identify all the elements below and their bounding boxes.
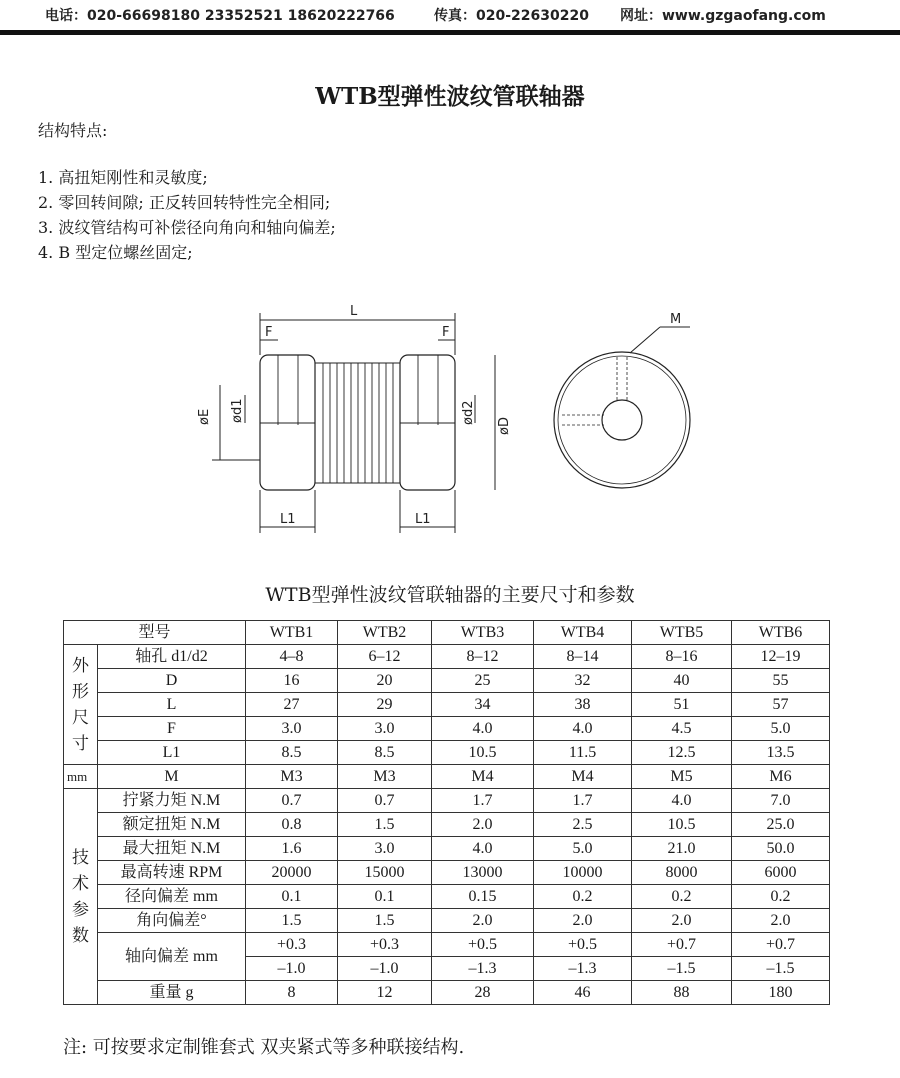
cell: 3.0 [338,837,432,861]
cell: 1.7 [432,789,534,813]
cell: 0.1 [338,885,432,909]
end-view-outer [554,352,690,488]
cell: 28 [432,981,534,1005]
cell: 11.5 [534,741,632,765]
cell: 4.0 [432,837,534,861]
row-label: 轴孔 d1/d2 [98,645,246,669]
dim-L: L [350,304,358,319]
cell: 2.0 [534,909,632,933]
cell: 1.5 [246,909,338,933]
features-heading: 结构特点: [38,121,108,140]
row-label: M [98,765,246,789]
spec-table [63,620,830,1005]
cell: 38 [534,693,632,717]
cell: 3.0 [246,717,338,741]
cell: 4.0 [632,789,732,813]
cell: 0.7 [338,789,432,813]
tech-group-label: 技术参数 [64,789,98,1005]
table-row [64,981,830,1005]
cell: 2.0 [432,813,534,837]
cell: 4–8 [246,645,338,669]
cell: 13.5 [732,741,830,765]
cell: 10.5 [432,741,534,765]
cell: M5 [632,765,732,789]
cell: 46 [534,981,632,1005]
cell: +0.5 [534,933,632,957]
cell: 8–16 [632,645,732,669]
model-cell: WTB2 [338,621,432,645]
table-row [64,669,830,693]
cell: 29 [338,693,432,717]
dim-unit: mm [64,765,98,789]
page-title: WTB型弹性波纹管联轴器 [315,83,585,110]
row-label: F [98,717,246,741]
dim-L1-right: L1 [415,512,431,527]
cell: 5.0 [534,837,632,861]
cell: 10.5 [632,813,732,837]
feature-item: 2. 零回转间隙; 正反转回转特性完全相同; [38,193,331,212]
end-view-screws [562,357,627,425]
dim-L1-left: L1 [280,512,296,527]
model-header: 型号 [64,621,246,645]
dim-d1: ød1 [230,398,245,423]
cell: 0.8 [246,813,338,837]
cell: 55 [732,669,830,693]
model-cell: WTB6 [732,621,830,645]
cell: 2.0 [432,909,534,933]
cell: M4 [534,765,632,789]
cell: 8 [246,981,338,1005]
cell: 8000 [632,861,732,885]
cell: –1.5 [732,957,830,981]
table-row [64,861,830,885]
cell: 4.0 [432,717,534,741]
cell: 7.0 [732,789,830,813]
table-title: WTB型弹性波纹管联轴器的主要尺寸和参数 [265,584,635,606]
cell: –1.0 [338,957,432,981]
bellows [315,363,400,483]
cell: 0.1 [246,885,338,909]
cell: –1.0 [246,957,338,981]
cell: 2.0 [632,909,732,933]
cell: +0.7 [632,933,732,957]
table-row [64,741,830,765]
cell: 20 [338,669,432,693]
model-cell: WTB4 [534,621,632,645]
table-row [64,765,830,789]
header-fax: 传真：020-22630220 [434,8,589,24]
dim-E: øE [197,408,212,425]
cell: 10000 [534,861,632,885]
header-phone: 电话：020-66698180 23352521 18620222766 [45,8,395,24]
cell: M6 [732,765,830,789]
row-label: L1 [98,741,246,765]
end-view-inner [558,356,686,484]
cell: 34 [432,693,534,717]
cell: 8–12 [432,645,534,669]
row-label: 最大扭矩 N.M [98,837,246,861]
row-label: L [98,693,246,717]
cell: 6000 [732,861,830,885]
cell: 40 [632,669,732,693]
cell: 2.5 [534,813,632,837]
feature-item: 4. B 型定位螺丝固定; [38,243,193,262]
row-label: 最高转速 RPM [98,861,246,885]
table-row [64,789,830,813]
cell: 1.5 [338,909,432,933]
cell: +0.3 [246,933,338,957]
cell: 13000 [432,861,534,885]
cell: 4.5 [632,717,732,741]
coupling-drawing [190,295,730,540]
cell: –1.3 [534,957,632,981]
cell: M3 [338,765,432,789]
cell: 25.0 [732,813,830,837]
model-cell: WTB3 [432,621,534,645]
table-row [64,837,830,861]
cell: 21.0 [632,837,732,861]
cell: 51 [632,693,732,717]
cell: 3.0 [338,717,432,741]
cell: 0.2 [534,885,632,909]
cell: 15000 [338,861,432,885]
cell: 1.5 [338,813,432,837]
row-label: 拧紧力矩 N.M [98,789,246,813]
cell: 12 [338,981,432,1005]
cell: 1.7 [534,789,632,813]
row-label: D [98,669,246,693]
model-cell: WTB5 [632,621,732,645]
cell: 57 [732,693,830,717]
dim-F-left: F [265,325,273,340]
cell: 20000 [246,861,338,885]
cell: 27 [246,693,338,717]
cell: +0.5 [432,933,534,957]
cell: 0.2 [732,885,830,909]
footnote: 注: 可按要求定制锥套式 双夹紧式等多种联接结构. [63,1037,465,1058]
cell: 0.7 [246,789,338,813]
cell: 180 [732,981,830,1005]
cell: 32 [534,669,632,693]
row-label: 径向偏差 mm [98,885,246,909]
dim-F-right: F [442,325,450,340]
right-hub [400,355,455,490]
table-row [64,813,830,837]
header-rule [0,30,900,35]
cell: –1.3 [432,957,534,981]
cell: 12–19 [732,645,830,669]
row-label: 轴向偏差 mm [98,933,246,981]
cell: 12.5 [632,741,732,765]
dim-D: øD [497,417,512,435]
cell: 2.0 [732,909,830,933]
cell: M3 [246,765,338,789]
cell: +0.3 [338,933,432,957]
model-cell: WTB1 [246,621,338,645]
dim-d2: ød2 [461,400,476,425]
dim-group-label: 外形尺寸 [64,645,98,765]
table-row [64,933,830,957]
cell: 25 [432,669,534,693]
cell: 4.0 [534,717,632,741]
cell: 1.6 [246,837,338,861]
row-label: 角向偏差° [98,909,246,933]
table-row [64,885,830,909]
table-row [64,645,830,669]
left-hub [260,355,315,490]
dim-M: M [670,312,682,327]
table-row [64,909,830,933]
cell: 8.5 [338,741,432,765]
set-screws [260,355,455,425]
cell: 16 [246,669,338,693]
table-header-row [64,621,830,645]
cell: 50.0 [732,837,830,861]
cell: 0.15 [432,885,534,909]
feature-item: 1. 高扭矩刚性和灵敏度; [38,168,208,187]
row-label: 额定扭矩 N.M [98,813,246,837]
header-bar [0,0,900,30]
cell: –1.5 [632,957,732,981]
cell: 88 [632,981,732,1005]
cell: +0.7 [732,933,830,957]
table-row [64,717,830,741]
row-label: 重量 g [98,981,246,1005]
table-row [64,693,830,717]
cell: 8–14 [534,645,632,669]
cell: M4 [432,765,534,789]
cell: 5.0 [732,717,830,741]
cell: 6–12 [338,645,432,669]
feature-item: 3. 波纹管结构可补偿径向角向和轴向偏差; [38,218,336,237]
header-website[interactable]: 网址：www.gzgaofang.com [620,8,826,24]
cell: 8.5 [246,741,338,765]
cell: 0.2 [632,885,732,909]
end-view-bore [602,400,642,440]
